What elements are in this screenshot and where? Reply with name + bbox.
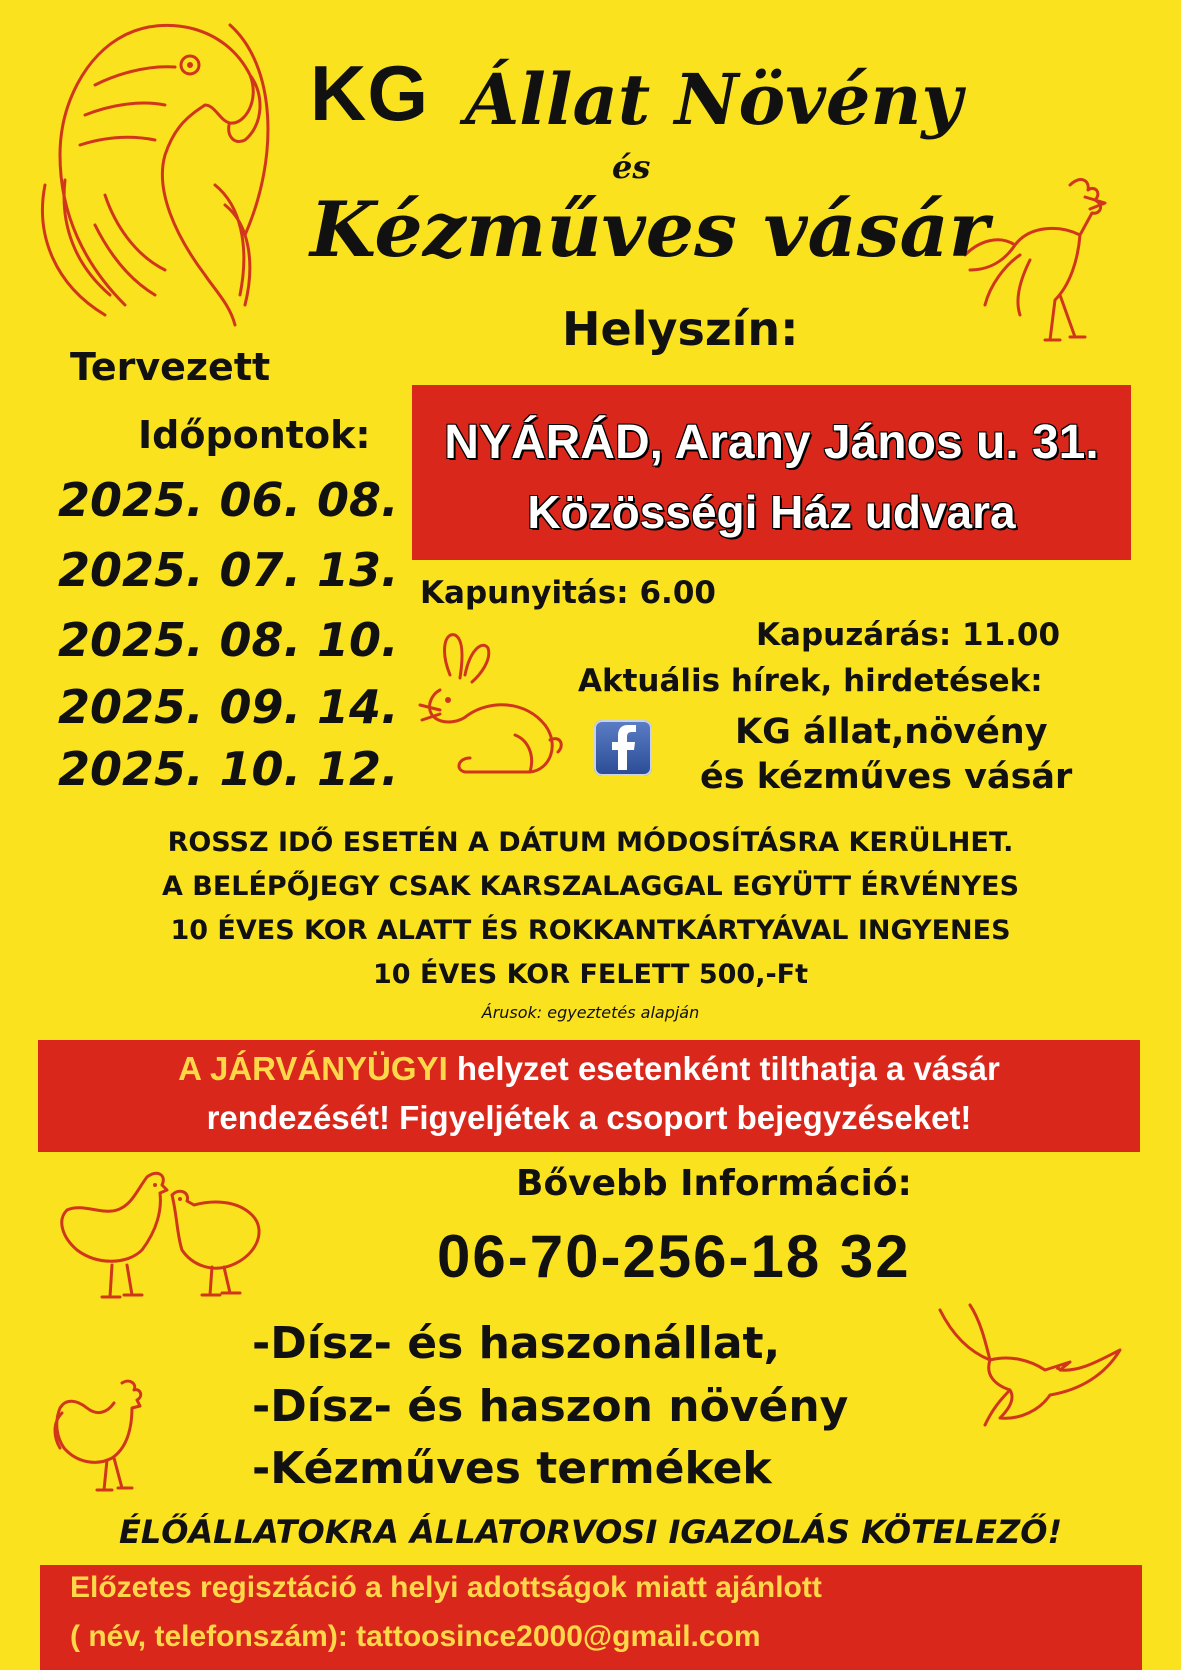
location-venue: Közösségi Ház udvara: [527, 486, 1016, 538]
rooster-small-illustration: [52, 1378, 152, 1498]
notice-line: A BELÉPŐJEGY CSAK KARSZALAGGAL EGYÜTT ÉRVÉNYES: [161, 871, 1020, 902]
epidemic-warning-line1: [38, 1050, 1140, 1088]
notice-line: 10 ÉVES KOR FELETT 500,-Ft: [372, 959, 809, 990]
category-item: -Dísz- és haszon növény: [252, 1381, 849, 1432]
vendors-note: Árusok: egyeztetés alapján: [481, 1003, 700, 1022]
vet-notice: ÉLŐÁLLATOKRA ÁLLATORVOSI IGAZOLÁS KÖTELEZŐ!: [118, 1513, 1063, 1551]
location-label: Helyszín:: [562, 302, 799, 356]
registration-line2: ( név, telefonszám): tattoosince2000@gmail.com: [70, 1620, 761, 1653]
dove-illustration: [930, 1300, 1130, 1440]
title-and: és: [612, 148, 651, 186]
notice-line: 10 ÉVES KOR ALATT ÉS ROKKANTKÁRTYÁVAL INGYENES: [170, 915, 1011, 946]
dates-label-line2: Időpontok:: [138, 413, 371, 457]
closing-time: Kapuzárás: 11.00: [756, 617, 1061, 653]
category-item: -Dísz- és haszonállat,: [252, 1318, 781, 1369]
dates-label-line1: Tervezett: [70, 345, 271, 389]
notice-line: ROSSZ IDŐ ESETÉN A DÁTUM MÓDOSÍTÁSRA KERÜLHET.: [167, 827, 1014, 858]
chickens-illustration: [52, 1165, 272, 1305]
epidemic-warning-rest: helyzet esetenként tilthatja a vásár: [447, 1050, 1000, 1087]
category-item: -Kézműves termékek: [252, 1443, 772, 1494]
news-label: Aktuális hírek, hirdetések:: [578, 663, 1043, 699]
title-line2: Kézműves vásár: [310, 185, 989, 274]
opening-time: Kapunyitás: 6.00: [420, 575, 716, 611]
parrot-illustration: [15, 5, 285, 335]
date-item: 2025. 08. 10.: [58, 613, 399, 667]
registration-line1: Előzetes regisztáció a helyi adottságok miatt ajánlott: [70, 1571, 822, 1604]
date-item: 2025. 09. 14.: [58, 680, 399, 734]
facebook-group-line2: és kézműves vásár: [700, 757, 1073, 797]
facebook-icon[interactable]: [594, 720, 652, 776]
title-kg: KG: [310, 49, 429, 137]
facebook-group-line1: KG állat,növény: [735, 712, 1048, 752]
rabbit-illustration: [410, 630, 570, 780]
date-item: 2025. 10. 12.: [58, 742, 399, 796]
location-address: NYÁRÁD, Arany János u. 31.: [444, 416, 1099, 469]
info-label: Bővebb Információ:: [516, 1163, 912, 1204]
epidemic-warning-line2: rendezését! Figyeljétek a csoport bejegyzéseket!: [206, 1099, 972, 1136]
date-item: 2025. 06. 08.: [58, 473, 399, 527]
date-item: 2025. 07. 13.: [58, 543, 399, 597]
phone-number[interactable]: 06-70-256-18 32: [437, 1223, 911, 1290]
epidemic-warning-prefix: A JÁRVÁNYÜGYI: [178, 1050, 448, 1087]
title-line1: Állat Növény: [465, 58, 963, 141]
